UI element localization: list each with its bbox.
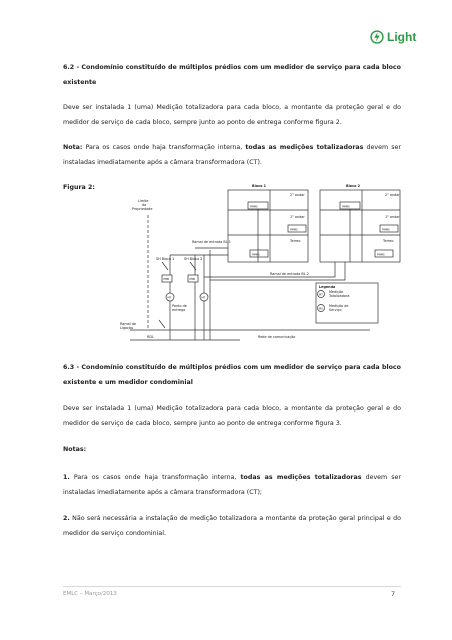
note-1 bbox=[63, 470, 401, 500]
pmms-label: PMMS bbox=[250, 205, 258, 209]
label-sh-bloco-2: SH Bloco 2 bbox=[184, 257, 203, 261]
label-andar1-b2: 1° andar bbox=[385, 215, 400, 219]
figure-2-diagram bbox=[120, 180, 410, 345]
page-number: 7 bbox=[391, 590, 396, 598]
notes-label: Notas: bbox=[63, 446, 87, 453]
note-1-bold: todas as medições totalizadoras bbox=[240, 474, 362, 481]
legend-title: Legenda bbox=[319, 285, 336, 289]
mt-label: MT bbox=[201, 296, 206, 300]
label-ramal-bl1: Ramal de entrada BL.1 bbox=[192, 240, 231, 244]
pmms-label: PMMS bbox=[342, 205, 350, 209]
note-1-text: Para os casos onde haja transformação interna, bbox=[69, 474, 241, 481]
note-bold: todas as medições totalizadoras bbox=[245, 144, 364, 151]
label-bloco-2: Bloco 2 bbox=[346, 184, 360, 188]
legend-mt-line-1: Medição bbox=[329, 290, 344, 294]
limite-line-1: Limite bbox=[138, 199, 149, 203]
ponto-line-2: entrega bbox=[172, 308, 186, 312]
note-1-tail: devem ser instaladas imediatamente após a câmara transformadora (CT); bbox=[63, 474, 401, 496]
pmb-label: PMB bbox=[163, 278, 170, 281]
note-2 bbox=[63, 511, 401, 541]
mt-label: MT bbox=[167, 296, 172, 300]
pmms-label: PMMS bbox=[252, 253, 260, 257]
note-1-number: 1. bbox=[63, 474, 70, 481]
note-label: Nota: bbox=[63, 144, 83, 151]
legend-mt-symbol: MT bbox=[319, 293, 323, 297]
label-andar2-b1: 2° andar bbox=[290, 193, 305, 197]
note-tail: devem ser instaladas imediatamente após a câmara transformadora (CT). bbox=[63, 144, 401, 166]
legend-mt-line-2: Totalizadora bbox=[329, 294, 350, 298]
label-rdl: RDL bbox=[147, 335, 154, 339]
label-terreo-b2: Terreo bbox=[383, 239, 394, 243]
light-logo-icon bbox=[370, 30, 384, 44]
ramal-ligacao-line-1: Ramal de bbox=[120, 322, 136, 326]
note-text: Para os casos onde haja transformação interna, bbox=[82, 144, 246, 151]
light-logo bbox=[370, 30, 416, 44]
ponto-line-1: Ponto de bbox=[172, 304, 187, 308]
legend-ms-symbol: MS bbox=[319, 307, 323, 311]
legend-ms-line-1: Medição de bbox=[329, 304, 349, 308]
brand-name: Light bbox=[387, 30, 417, 44]
label-andar2-b2: 2° andar bbox=[385, 193, 400, 197]
section-6-2-body: Deve ser instalada 1 (uma) Medição totalizadora para cada bloco, a montante da proteção geral e do medidor de serviço de cada bloco, sempre junto ao ponto de entrega conforme figura 2. bbox=[63, 104, 401, 126]
label-rede: Rede de comunicação bbox=[258, 335, 296, 339]
limite-line-2: da bbox=[142, 203, 147, 207]
note-2-number: 2. bbox=[63, 515, 70, 522]
legend-box bbox=[316, 283, 378, 323]
section-6-2-note bbox=[63, 140, 401, 170]
note-2-text: Não será necessária a instalação de medição totalizadora a montante da proteção geral principal e do medidor de serviço condominial. bbox=[63, 515, 401, 537]
pmms-label: PMMS bbox=[290, 228, 298, 232]
limite-line-3: Propriedade bbox=[132, 207, 153, 211]
pmms-label: PMMS bbox=[382, 228, 390, 232]
legend-ms-line-2: Serviço bbox=[329, 308, 342, 312]
pmb-label: PMB bbox=[189, 278, 196, 281]
footer-text: EMLC – Março/2013 bbox=[63, 591, 117, 597]
section-6-3-body: Deve ser instalada 1 (uma) Medição totalizadora para cada bloco, a montante da proteção geral e do medidor de serviço de cada bloco, sempre junto ao ponto de entrega conforme figura 3. bbox=[63, 405, 401, 427]
section-6-3-heading: 6.3 - Condomínio constituído de múltiplos prédios com um medidor de serviço para cada bloco existente e um medidor condominial bbox=[63, 364, 401, 386]
label-bloco-1: Bloco 1 bbox=[252, 184, 266, 188]
section-6-2-heading: 6.2 - Condomínio constituído de múltiplos prédios com um medidor de serviço para cada bloco existente bbox=[63, 64, 401, 86]
figure-2-label: Figura 2: bbox=[63, 184, 95, 191]
pmms-label: PMMS bbox=[377, 253, 385, 257]
label-andar1-b1: 1° andar bbox=[290, 215, 305, 219]
label-ramal-bl2: Ramal de entrada BL.2 bbox=[270, 272, 309, 276]
label-terreo-b1: Terreo bbox=[290, 239, 301, 243]
ramal-ligacao-line-2: Ligação bbox=[120, 326, 134, 330]
footer-divider bbox=[63, 586, 401, 587]
label-sh-bloco-1: SH Bloco 1 bbox=[156, 257, 175, 261]
